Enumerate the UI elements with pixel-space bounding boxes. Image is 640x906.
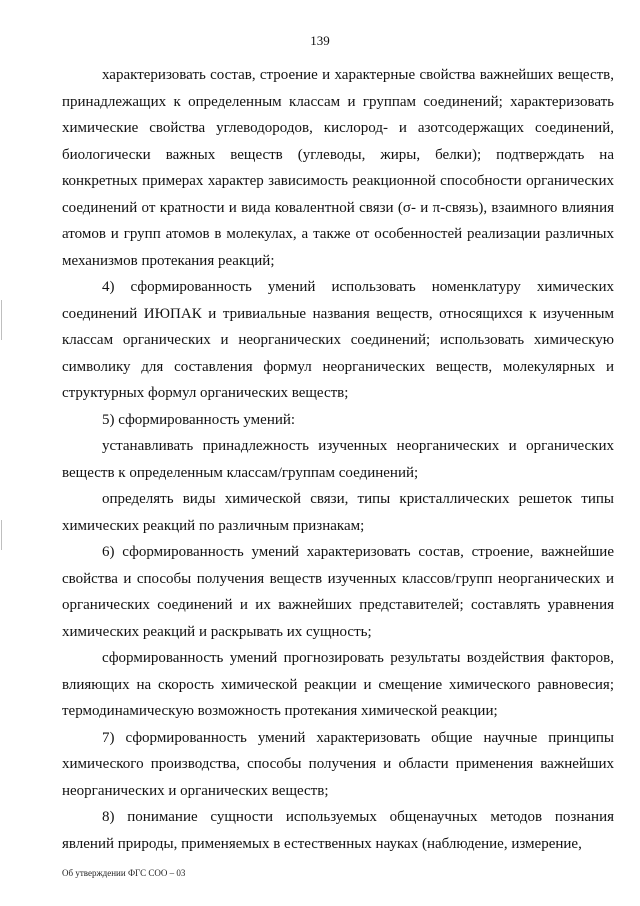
- scan-edge-mark: [1, 520, 2, 550]
- paragraph-8: 7) сформированность умений характеризовать общие научные принципы химического производства, способы получения и области применения важнейших неорганических и органических веществ;: [62, 729, 614, 799]
- scan-edge-mark: [1, 300, 2, 340]
- paragraph-7: сформированность умений прогнозировать результаты воздействия факторов, влияющих на скорость химической реакции и смещение химического равновесия; термодинамическую возможность протекания химической реакции;: [62, 650, 614, 719]
- paragraph-2: 4) сформированность умений использовать номенклатуру химических соединений ИЮПАК и тривиальные названия веществ, относящихся к изученным классам органических и неорганических соединений; использовать химическую символику для составления формул неорганических веществ, молекулярных и структурных формул органических веществ;: [62, 279, 614, 401]
- page-number: 139: [310, 33, 330, 48]
- page-body: [62, 62, 614, 857]
- paragraph-3: 5) сформированность умений:: [102, 411, 296, 428]
- paragraph-6: 6) сформированность умений характеризовать состав, строение, важнейшие свойства и способы получения веществ изученных классов/групп неорганических и органических соединений и их важнейших представителей; составлять уравнения химических реакций и раскрывать их сущность;: [62, 544, 614, 640]
- page-footer: Об утверждении ФГС СОО – 03: [62, 868, 186, 878]
- paragraph-1: характеризовать состав, строение и характерные свойства важнейших веществ, принадлежащих к определенным классам и группам соединений; характеризовать химические свойства углеводородов, кислород- и азотсодержащих соединений, биологически важных веществ (углеводы, жиры, белки); подтверждать на конкретных примерах характер зависимость реакционной способности органических соединений от кратности и вида ковалентной связи (σ- и π-связь), взаимного влияния атомов и групп атомов в молекулах, а также от особенностей реализации различных механизмов протекания реакций;: [62, 67, 614, 269]
- paragraph-9: 8) понимание сущности используемых общенаучных методов познания явлений природы, применяемых в естественных науках (наблюдение, измерение,: [62, 809, 614, 852]
- paragraph-5: определять виды химической связи, типы кристаллических решеток типы химических реакций по различным признакам;: [62, 491, 614, 534]
- paragraph-4: устанавливать принадлежность изученных неорганических и органических веществ к определенным классам/группам соединений;: [62, 438, 614, 481]
